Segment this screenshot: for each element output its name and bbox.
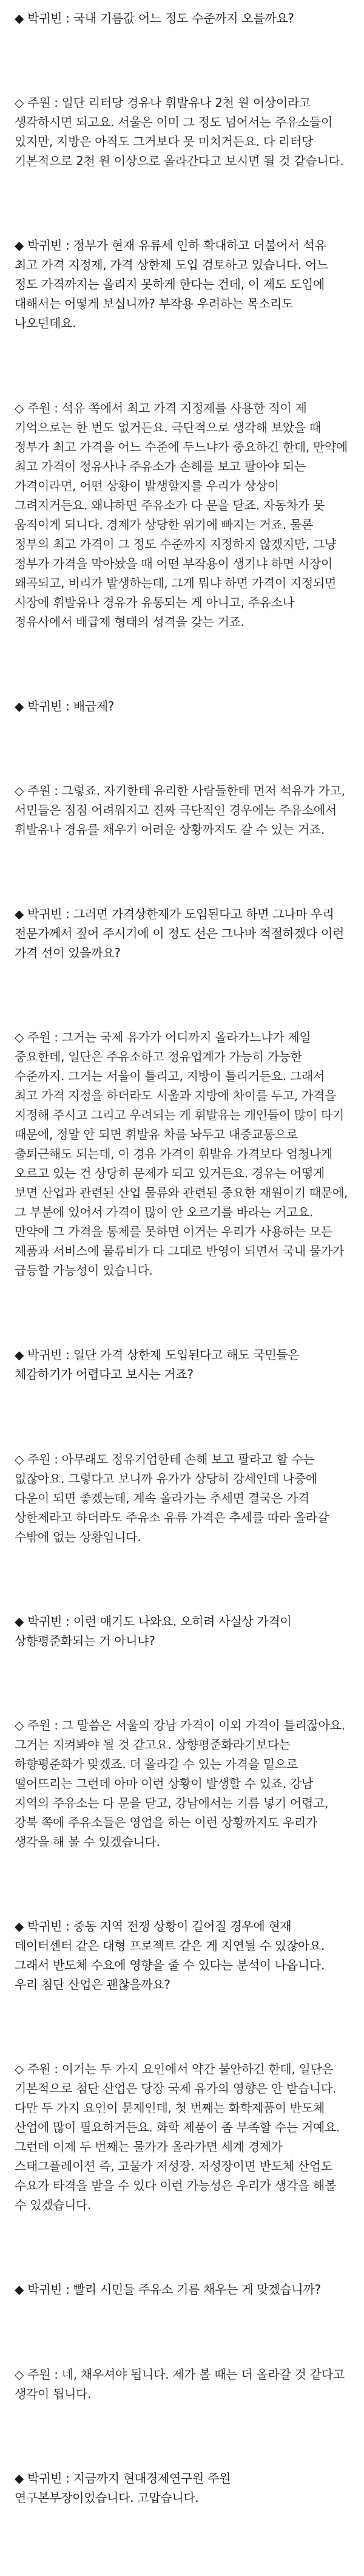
interview-question: ◆ 박귀빈 : 중동 지역 전쟁 상황이 길어질 경우에 현재 데이터센터 같은 대형 프로젝트 같은 게 지연될 수 있잖아요. 그래서 반도체 수요에 영향을 줄 수 있다는 분석이 나옵니다. 우리 첨단 산업은 괜찮을까요?: [15, 1919, 325, 1992]
interview-question: ◆ 박귀빈 : 지금까지 현대경제연구원 주원 연구본부장이었습니다. 고맙습니다.: [15, 2470, 231, 2505]
interview-question: ◆ 박귀빈 : 국내 기름값 어느 정도 수준까지 오를까요?: [15, 11, 294, 26]
interview-answer: ◇ 주원 : 그렇죠. 자기한테 유리한 사람들한테 먼저 석유가 가고, 서민들은 점점 어려워지고 진짜 극단적인 경우에는 주유소에서 휘발유나 경유를 채우기 어려운 상황까지도 갈 수 있는 거죠.: [15, 783, 345, 837]
interview-answer: ◇ 주원 : 석유 쪽에서 최고 가격 지정제를 사용한 적이 제 기억으로는 한 번도 없거든요. 극단적으로 생각해 보았을 때 정부가 최고 가격을 어느 수준에 두느냐가 중요하긴 한데, 만약에 최고 가격이 정유사나 주유소가 손해를 보고 팔아야 되는 가격이라면, 어떤 상황이 발생할지를 우리가 상상이 그려지거든요. 왜냐하면 주유소가 다 문을 닫죠. 자동차가 못 움직이게 되니다. 경제가 상당한 위기에 빠지는 거죠. 물론 정부의 최고 가격이 그 정도 수준까지 지정하지 않겠지만, 그냥 정부가 가격을 막아놨을 때 어떤 부작용이 생기냐 하면 시장이 왜곡되고, 비리가 발생하는데, 그게 뭐냐 하면 가격이 지정되면 시장에 휘발유나 경유가 유통되는 게 아니고, 주유소나 정유사에서 배급제 형태의 성격을 갖는 거죠.: [15, 400, 348, 629]
interview-question: ◆ 박귀빈 : 그러면 가격상한제가 도입된다고 하면 그나마 우리 전문가께서 짚어 주시기에 이 정도 선은 그나마 적절하겠다 이런 가격 선이 있을까요?: [15, 907, 344, 961]
interview-question: ◆ 박귀빈 : 일단 가격 상한제 도입된다고 해도 국민들은 체감하기가 어렵다고 보시는 거죠?: [15, 1348, 300, 1382]
interview-answer: ◇ 주원 : 이거는 두 가지 요인에서 약간 불안하긴 한데, 일단은 기본적으로 첨단 산업은 당장 국제 유가의 영향은 안 받습니다. 다만 두 가지 요인이 문제인데, 첫 번째는 화학제품이 반도체 산업에 많이 필요하거든요. 화학 제품이 좀 부족할 수는 거예요. 그런데 이제 두 번째는 물가가 올라가면 세계 경제가 스태그플레이션 즉, 고물가 저성장. 저성장이면 반도체 산업도 수요가 타격을 받을 수 있다 이런 가능성은 우리가 생각을 해볼 수 있겠습니다.: [15, 2062, 340, 2213]
bottom-spacer: [15, 2572, 348, 2576]
interview-answer: ◇ 주원 : 그거는 국제 유가가 어디까지 올라가느냐가 제일 중요한데, 일단은 주유소하고 정유업계가 가능히 가능한 수준까지. 그거는 서울이 틀리고, 지방이 틀리거든요. 그래서 최고 가격 지정을 하더라도 서울과 지방에 차이를 두고, 가격을 지정해 주시고 그리고 우려되는 게 휘발유는 개인들이 많이 타기 때문에, 정말 안 되면 휘발유 차를 놔두고 대중교통으로 출퇴근해도 되는데, 이 경유 가격이 휘발유 가격보다 엄청나게 오르고 있는 건 상당히 문제가 되고 있거든요. 경유는 어떻게 보면 산업과 관련된 산업 물류와 관련된 중요한 재원이기 때문에, 그 부분에 있어서 가격이 많이 안 오르기를 바라는 거고요. 만약에 그 가격을 통제를 못하면 이거는 우리가 사용하는 모든 제품과 서비스에 물류비가 다 그대로 반영이 되면서 국내 물가가 급등할 가능성이 있습니다.: [15, 1030, 348, 1278]
interview-question: ◆ 박귀빈 : 빨리 시민들 주유소 기름 채우는 게 맞겠습니까?: [15, 2282, 321, 2297]
interview-answer: ◇ 주원 : 네, 채우셔야 됩니다. 제가 볼 때는 더 올라갈 것 같다고 생각이 됩니다.: [15, 2366, 345, 2401]
interview-question: ◆ 박귀빈 : 정부가 현재 유류세 인하 확대하고 더불어서 석유 최고 가격 지정제, 가격 상한제 도입 검토하고 있습니다. 어느 정도 가격까지는 올리지 못하게 한다는 건데, 이 제도 도입에 대해서는 어떻게 보십니까? 부작용 우려하는 목소리도 나오던데요.: [15, 238, 329, 331]
interview-answer: ◇ 주원 : 그 말씀은 서울의 강남 가격이 이외 가격이 틀리잖아요. 그거는 지켜봐야 될 것 같고요. 상향평준화라기보다는 하향평준화가 맞겠죠. 더 올라갈 수 있는 가격을 밑으로 떨어뜨리는 그런데 아마 이런 상황이 발생할 수 있죠. 강남 지역의 주유소는 다 문을 닫고, 강남에서는 기름 넣기 어렵고, 강북 쪽에 주유소들은 영업을 하는 이런 상황까지도 우리가 생각을 해 볼 수 있겠습니다.: [15, 1717, 345, 1849]
interview-question: ◆ 박귀빈 : 이런 얘기도 나와요. 오히려 사실상 가격이 상향평준화되는 거 아니냐?: [15, 1613, 292, 1648]
interview-question: ◆ 박귀빈 : 배급제?: [15, 698, 115, 714]
interview-answer: ◇ 주원 : 일단 리터당 경유나 휘발유나 2천 원 이상이라고 생각하시면 되고요. 서울은 이미 그 정도 넘어서는 주유소들이 있지만, 지방은 아직도 그거보다 못 미치거든요. 다 리터당 기본적으로 2천 원 이상으로 올라간다고 보시면 될 것 같습니다.: [15, 95, 344, 169]
interview-answer: ◇ 주원 : 아무래도 정유기업한테 손해 보고 팔라고 할 수는 없잖아요. 그렇다고 보니까 유가가 상당히 강세인데 나중에 다운이 되면 좋겠는데, 계속 올라가는 추세면 결국은 가격 상한제라고 하더라도 주유소 유류 가격은 추세를 따라 올라갈 수밖에 없는 상황입니다.: [15, 1451, 329, 1544]
